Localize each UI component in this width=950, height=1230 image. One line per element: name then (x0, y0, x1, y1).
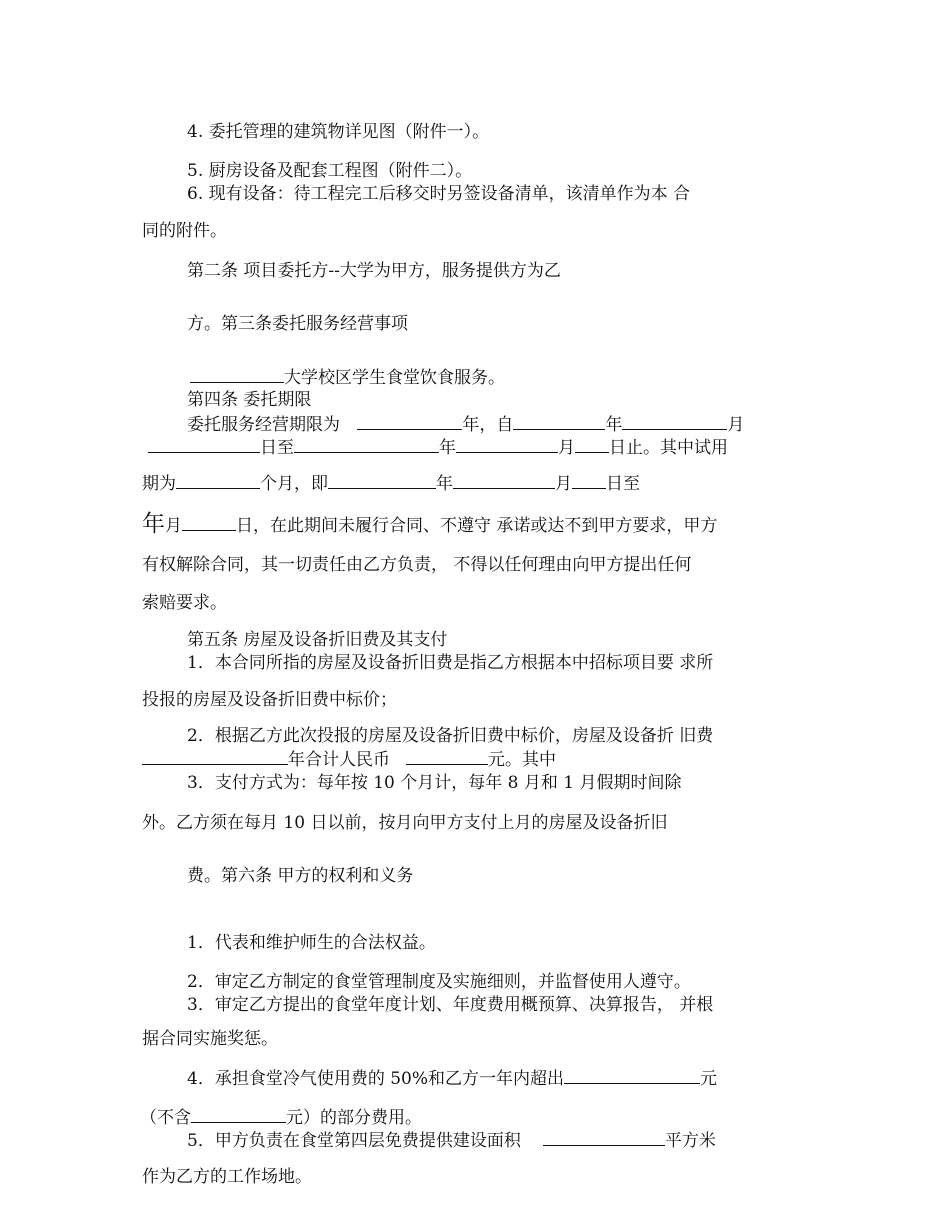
article-6-text: （不含 (140, 1108, 191, 1128)
article-6-text: 元 (700, 1069, 718, 1089)
period-text: 月 (558, 438, 575, 458)
blank-field (191, 1106, 286, 1123)
period-line-6: 索赔要求。 (142, 593, 227, 613)
blank-field (182, 514, 236, 531)
article-3-text (190, 366, 505, 389)
article-5-text: 年合计人民币 (288, 750, 390, 770)
article-6-p1: 1．代表和维护师生的合法权益。 (187, 933, 436, 953)
blank-field (294, 436, 439, 453)
period-text: 年 (436, 474, 453, 494)
period-text: 日止。其中试用 (609, 438, 728, 458)
article-5-p2-cont (142, 748, 556, 771)
article-3-body: 大学校区学生食堂饮食服务。 (284, 368, 505, 388)
article-5-p3-cont: 外。乙方须在每月 10 日以前，按月向甲方支付上月的房屋及设备折旧 (142, 813, 668, 833)
article-6-p4-cont (140, 1106, 422, 1129)
article-6-p4 (187, 1067, 717, 1090)
clause-item-6-cont: 同的附件。 (142, 221, 227, 241)
blank-field (564, 1067, 700, 1084)
article-6-text: 平方米 (664, 1131, 716, 1151)
article-5-p2: 2．根据乙方此次投报的房屋及设备折旧费中标价，房屋及设备折 旧费 (187, 726, 714, 746)
period-text: 日至 (606, 474, 640, 494)
article-6-text: 元）的部分费用。 (286, 1108, 422, 1128)
article-6-p5-cont: 作为乙方的工作场地。 (142, 1167, 312, 1187)
article-4-title: 第四条 委托期限 (187, 390, 312, 410)
period-text: 日至 (260, 438, 294, 458)
article-5-p3: 3．支付方式为：每年按 10 个月计，每年 8 月和 1 月假期时间除 (187, 773, 682, 793)
period-text: 年 (142, 511, 165, 537)
blank-field (543, 1129, 665, 1146)
period-text: 个月，即 (260, 474, 328, 494)
clause-item-4: 4. 委托管理的建筑物详见图（附件一）。 (187, 122, 490, 142)
article-5-p1: 1．本合同所指的房屋及设备折旧费是指乙方根据本中招标项目要 求所 (187, 653, 714, 673)
blank-field (572, 472, 606, 489)
article-5-p1-cont: 投报的房屋及设备折旧费中标价； (142, 690, 397, 710)
clause-item-6: 6. 现有设备：待工程完工后移交时另签设备清单，该清单作为本 合 (187, 184, 691, 204)
period-text: 年 (605, 415, 623, 435)
blank-field (575, 436, 609, 453)
blank-field (406, 748, 488, 765)
article-6-text: 5．甲方负责在食堂第四层免费提供建设面积 (187, 1131, 521, 1151)
article-5-title: 第五条 房屋及设备折旧费及其支付 (187, 630, 448, 650)
period-text: 年 (439, 438, 456, 458)
blank-field (357, 413, 462, 430)
blank-field (148, 436, 260, 453)
period-label: 委托服务经营期限为 (187, 415, 340, 435)
period-text: 期为 (142, 474, 176, 494)
period-text: 日，在此期间未履行合同、不遵守 承诺或达不到甲方要求，甲方 (236, 516, 718, 536)
period-text: 月 (727, 415, 745, 435)
article-5-text: 元。其中 (488, 750, 556, 770)
blank-field (456, 436, 558, 453)
period-line-2 (148, 436, 728, 459)
period-text: 月 (165, 516, 182, 536)
blank-field (142, 748, 288, 765)
period-text: 月 (555, 474, 572, 494)
blank-field (190, 366, 284, 383)
article-6-p3-cont: 据合同实施奖惩。 (142, 1029, 278, 1049)
blank-field (328, 472, 436, 489)
blank-field (453, 472, 555, 489)
article-6-p5 (187, 1129, 716, 1152)
article-6-p2: 2．审定乙方制定的食堂管理制度及实施细则，并监督使用人遵守。 (187, 972, 691, 992)
period-line-1 (187, 413, 744, 436)
period-line-5: 有权解除合同，其一切责任由乙方负责， 不得以任何理由向甲方提出任何 (142, 555, 692, 575)
period-text: 年，自 (462, 415, 514, 435)
blank-field (176, 472, 260, 489)
clause-item-5: 5. 厨房设备及配套工程图（附件二）。 (187, 161, 473, 181)
article-6-p3: 3．审定乙方提出的食堂年度计划、年度费用概预算、决算报告， 并根 (187, 995, 714, 1015)
blank-field (513, 413, 605, 430)
article-6-title: 费。第六条 甲方的权利和义务 (187, 866, 414, 886)
period-line-3 (142, 472, 640, 495)
blank-field (622, 413, 727, 430)
article-3-title: 方。第三条委托服务经营事项 (187, 314, 408, 334)
article-2: 第二条 项目委托方--大学为甲方，服务提供方为乙 (187, 261, 561, 281)
period-line-4 (142, 513, 717, 537)
article-6-text: 4．承担食堂冷气使用费的 50%和乙方一年内超出 (187, 1069, 565, 1089)
